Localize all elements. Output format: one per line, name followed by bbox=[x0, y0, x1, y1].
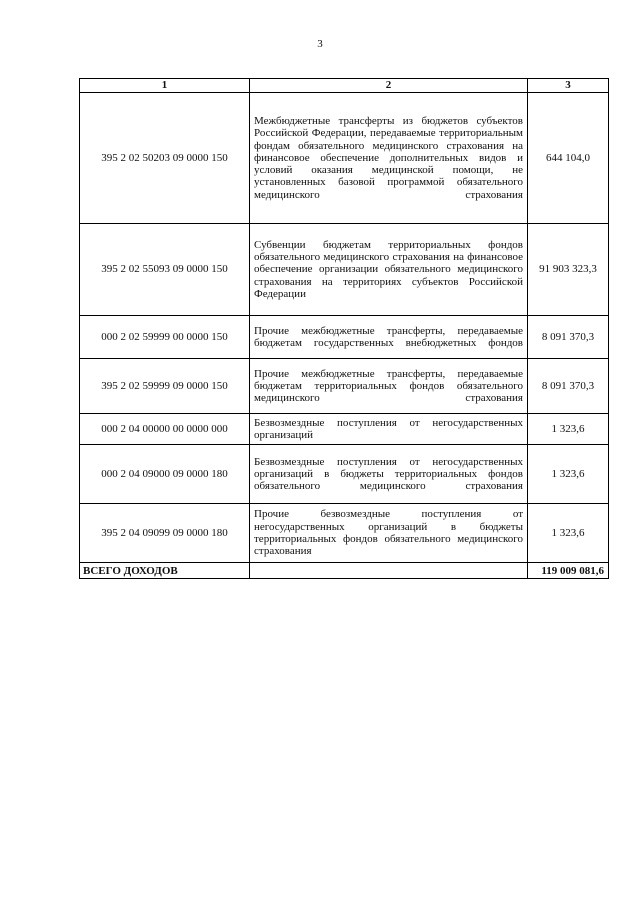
row-code: 000 2 04 09000 09 0000 180 bbox=[80, 445, 250, 504]
table-row bbox=[80, 93, 609, 224]
row-amount: 8 091 370,3 bbox=[528, 316, 609, 359]
row-amount: 1 323,6 bbox=[528, 414, 609, 445]
row-code: 395 2 04 09099 09 0000 180 bbox=[80, 504, 250, 563]
row-description: Безвозмездные поступления от негосударственных организаций в бюджеты территориальных фондов обязательного медицинского страхования bbox=[250, 445, 528, 504]
revenue-table bbox=[79, 78, 609, 579]
row-description: Прочие межбюджетные трансферты, передаваемые бюджетам территориальных фондов обязательного медицинского страхования bbox=[250, 359, 528, 414]
row-code: 000 2 02 59999 00 0000 150 bbox=[80, 316, 250, 359]
row-description: Прочие безвозмездные поступления от негосударственных организаций в бюджеты территориальных фондов обязательного медицинского страхования bbox=[250, 504, 528, 563]
row-amount: 1 323,6 bbox=[528, 504, 609, 563]
table-row bbox=[80, 445, 609, 504]
total-label: ВСЕГО ДОХОДОВ bbox=[80, 563, 250, 579]
header-col-2: 2 bbox=[250, 79, 528, 93]
row-code: 000 2 04 00000 00 0000 000 bbox=[80, 414, 250, 445]
row-amount: 91 903 323,3 bbox=[528, 224, 609, 316]
row-code: 395 2 02 55093 09 0000 150 bbox=[80, 224, 250, 316]
row-description: Безвозмездные поступления от негосударственных организаций bbox=[250, 414, 528, 445]
table-row bbox=[80, 359, 609, 414]
row-code: 395 2 02 59999 09 0000 150 bbox=[80, 359, 250, 414]
table-row bbox=[80, 414, 609, 445]
row-amount: 644 104,0 bbox=[528, 93, 609, 224]
total-empty-cell bbox=[250, 563, 528, 579]
table-row bbox=[80, 504, 609, 563]
row-description: Субвенции бюджетам территориальных фондов обязательного медицинского страхования на финансовое обеспечение организации обязательного медицинского страхования на территориях субъектов Российской Федерации bbox=[250, 224, 528, 316]
page-number: 3 bbox=[317, 38, 323, 50]
total-amount: 119 009 081,6 bbox=[528, 563, 609, 579]
table-row bbox=[80, 224, 609, 316]
total-row bbox=[80, 563, 609, 579]
row-description: Прочие межбюджетные трансферты, передаваемые бюджетам государственных внебюджетных фондов bbox=[250, 316, 528, 359]
table-header-row bbox=[80, 79, 609, 93]
row-amount: 8 091 370,3 bbox=[528, 359, 609, 414]
header-col-1: 1 bbox=[80, 79, 250, 93]
header-col-3: 3 bbox=[528, 79, 609, 93]
row-description: Межбюджетные трансферты из бюджетов субъектов Российской Федерации, передаваемые территориальным фондам обязательного медицинского страхования на финансовое обеспечение дополнительных видов и условий оказания медицинской помощи, не установленных базовой программой обязательного медицинского страхования bbox=[250, 93, 528, 224]
table-row bbox=[80, 316, 609, 359]
row-amount: 1 323,6 bbox=[528, 445, 609, 504]
row-code: 395 2 02 50203 09 0000 150 bbox=[80, 93, 250, 224]
